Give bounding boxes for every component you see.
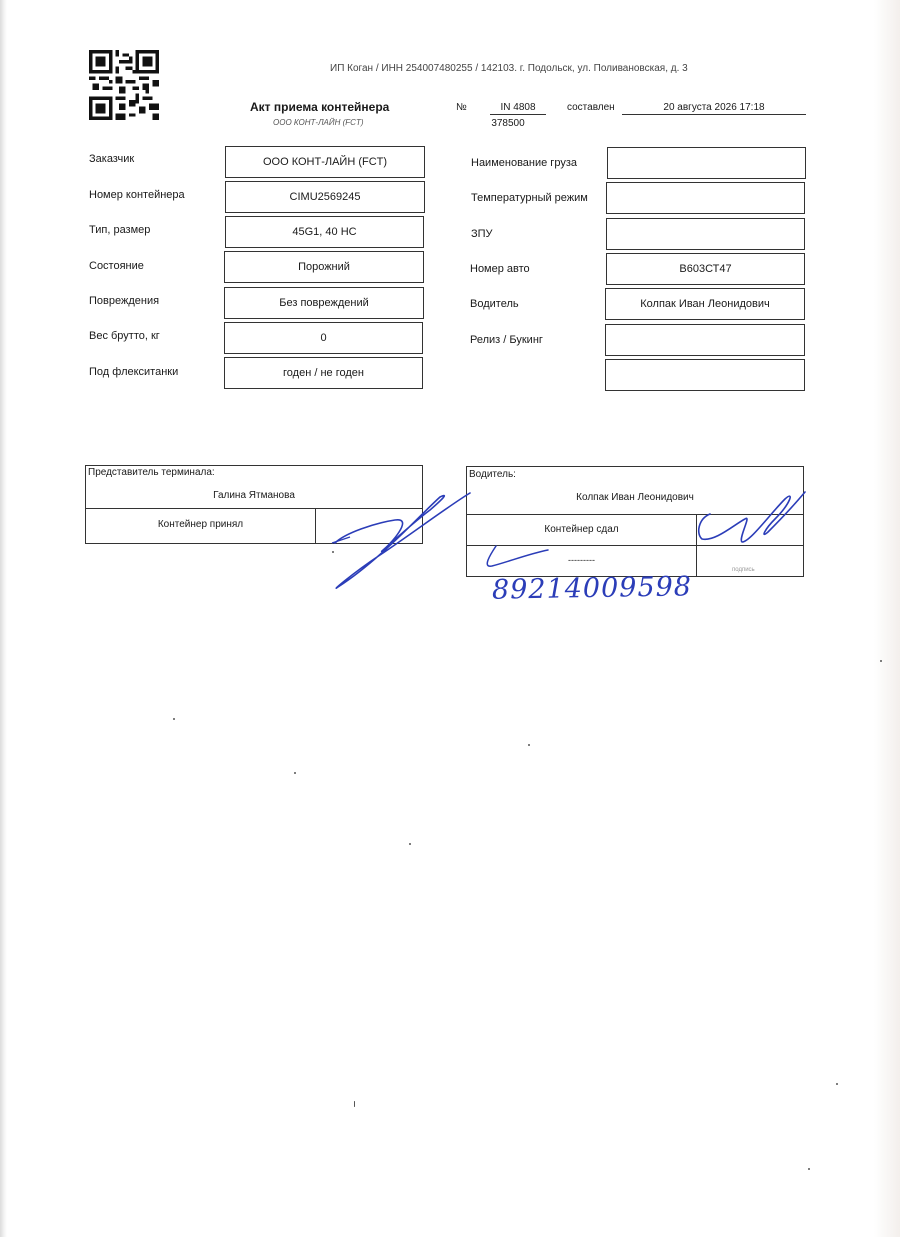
terminal-block-title: Представитель терминала: (88, 467, 215, 478)
damage-label: Повреждения (89, 295, 160, 307)
document-subtitle: ООО КОНТ-ЛАЙН (FCT) (273, 118, 364, 127)
seal-label: ЗПУ (471, 228, 493, 240)
company-line: ИП Коган / ИНН 254007480255 / 142103. г. Подольск, ул. Поливановская, д. 3 (330, 63, 688, 74)
vehicle-number-label: Номер авто (470, 263, 530, 275)
cargo-name-value (607, 147, 806, 179)
flexitank-value: годен / не годен (224, 357, 423, 389)
driver-block-name: Колпак Иван Леонидович (576, 492, 694, 503)
document-date: 20 августа 2026 17:18 (622, 102, 806, 115)
vehicle-number-value: В603СТ47 (606, 253, 805, 285)
qr-code-icon (89, 50, 159, 120)
driver-short-signature-icon (478, 540, 558, 575)
release-booking-value (605, 324, 805, 356)
gross-weight-value: 0 (224, 322, 423, 354)
temperature-label: Температурный режим (471, 192, 588, 204)
condition-label: Состояние (89, 260, 144, 272)
release-booking-label: Релиз / Букинг (470, 334, 543, 346)
number-label: № (456, 102, 467, 113)
extra-empty-field (605, 359, 805, 391)
driver-action-label: Контейнер сдал (544, 524, 619, 535)
damage-value: Без повреждений (224, 287, 424, 319)
seal-value (606, 218, 805, 250)
terminal-representative-name: Галина Ятманова (213, 490, 295, 501)
customer-value: ООО КОНТ-ЛАЙН (FCT) (225, 146, 425, 178)
driver-value: Колпак Иван Леонидович (605, 288, 805, 320)
signature-hint: подпись (732, 567, 755, 573)
flexitank-label: Под флекситанки (89, 366, 179, 378)
driver-dashes: --------- (568, 555, 595, 565)
driver-signature-icon (690, 484, 810, 554)
scan-edge-right (874, 0, 900, 1237)
driver-block-title: Водитель: (469, 469, 516, 480)
customer-label: Заказчик (89, 153, 135, 165)
type-size-value: 45G1, 40 HC (225, 216, 424, 248)
terminal-action-label: Контейнер принял (157, 519, 244, 530)
gross-weight-label: Вес брутто, кг (89, 330, 160, 342)
terminal-divider-vertical (315, 508, 316, 543)
document-number-secondary: 378500 (491, 118, 525, 129)
document-title: Акт приема контейнера (250, 100, 390, 114)
composed-label: составлен (567, 102, 615, 113)
container-number-value: CIMU2569245 (225, 181, 425, 213)
temperature-value (606, 182, 805, 214)
container-number-label: Номер контейнера (89, 189, 185, 201)
scan-edge-left (0, 0, 7, 1237)
condition-value: Порожний (224, 251, 424, 283)
terminal-signature-icon (320, 485, 480, 595)
type-size-label: Тип, размер (89, 224, 151, 236)
driver-label: Водитель (470, 298, 519, 310)
cargo-name-label: Наименование груза (471, 157, 577, 169)
handwritten-phone: 89214009598 (491, 571, 693, 606)
document-number: IN 4808 (490, 102, 546, 115)
